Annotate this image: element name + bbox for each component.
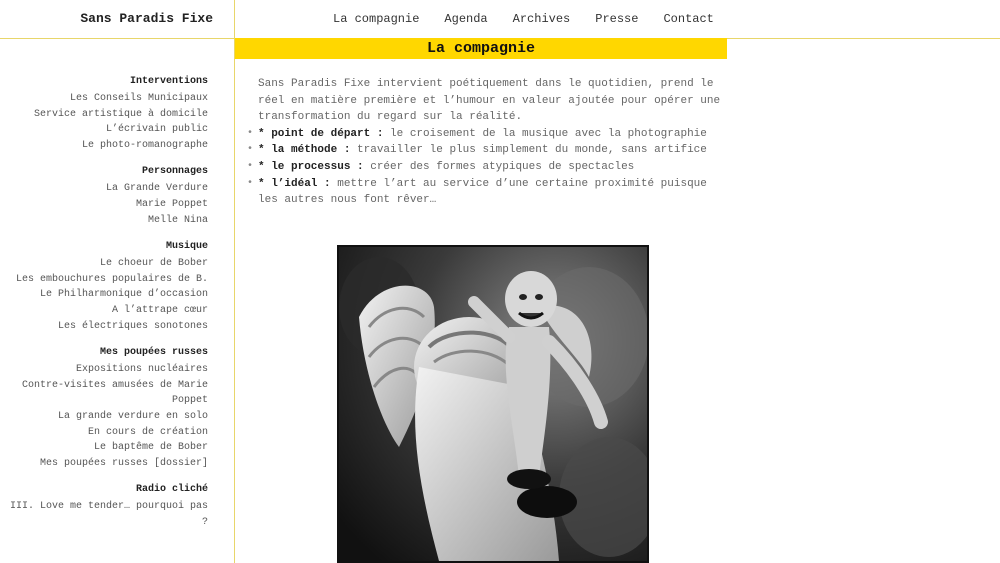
sidebar-item-bapteme-bober[interactable]: Le baptême de Bober <box>93 442 208 454</box>
sidebar-item-love-me-tender[interactable]: III. Love me tender… pourquoi pas ? <box>9 501 208 528</box>
sidebar-item-choeur-de-bober[interactable]: Le choeur de Bober <box>99 258 208 270</box>
sidebar-item-service-artistique[interactable]: Service artistique à domicile <box>33 108 208 120</box>
sidebar-item-marie-poppet[interactable]: Marie Poppet <box>135 198 208 210</box>
nav-la-compagnie[interactable]: La compagnie <box>333 11 420 26</box>
sidebar-item-philharmonique[interactable]: Le Philharmonique d’occasion <box>39 289 208 301</box>
bullet-icon: • <box>247 177 254 189</box>
sidebar-divider <box>234 0 235 563</box>
sidebar-item-poupees-russes-dossier[interactable]: Mes poupées russes [dossier] <box>39 457 208 469</box>
site-title[interactable]: Sans Paradis Fixe <box>80 11 213 26</box>
bullet-icon: • <box>247 127 254 139</box>
sidebar-item-en-cours-creation[interactable]: En cours de création <box>87 426 208 438</box>
sidebar-heading: Interventions <box>129 76 208 87</box>
sidebar-heading: Personnages <box>141 166 208 178</box>
sidebar-item-conseils-municipaux[interactable]: Les Conseils Municipaux <box>69 93 208 104</box>
sidebar-section-musique <box>0 239 208 334</box>
point-text: le croisement de la musique avec la photographie <box>383 127 707 140</box>
sidebar-heading: Radio cliché <box>135 484 208 496</box>
main-nav <box>333 0 739 38</box>
sidebar-heading: Musique <box>165 241 208 253</box>
principles-list <box>247 126 733 209</box>
list-item <box>247 159 733 176</box>
sidebar-item-grande-verdure-solo[interactable]: La grande verdure en solo <box>57 410 208 422</box>
sidebar-section-personnages <box>0 164 208 228</box>
bullet-icon: • <box>247 160 254 172</box>
page-title: La compagnie <box>235 38 727 59</box>
angel-and-doll-photo-image <box>339 247 647 561</box>
sidebar-item-ecrivain-public[interactable]: L’écrivain public <box>105 124 208 136</box>
sidebar-item-expositions-nucleaires[interactable]: Expositions nucléaires <box>75 364 208 376</box>
sidebar-item-electriques-sonotones[interactable]: Les électriques sonotones <box>57 320 208 332</box>
sidebar-item-grande-verdure[interactable]: La Grande Verdure <box>105 183 208 195</box>
sidebar-section-radio-cliche <box>0 482 208 530</box>
top-bar <box>0 0 1000 39</box>
sidebar-section-poupees-russes <box>0 345 208 471</box>
nav-agenda[interactable]: Agenda <box>444 11 488 26</box>
point-label: * point de départ : <box>258 127 384 140</box>
sidebar <box>0 74 234 541</box>
nav-contact[interactable]: Contact <box>663 11 714 26</box>
intro-paragraph: Sans Paradis Fixe intervient poétiquement dans le quotidien, prend le réel en matière première et l’humour en valeur ajoutée pour opérer une transformation du regard sur la réalité. <box>258 78 721 124</box>
main-content <box>247 76 733 209</box>
list-item <box>247 176 733 209</box>
sidebar-heading: Mes poupées russes <box>99 347 208 359</box>
bullet-icon: • <box>247 144 254 156</box>
point-label: * la méthode : <box>258 144 351 157</box>
list-item <box>247 142 733 159</box>
sidebar-section-interventions <box>0 74 208 153</box>
point-text: mettre l’art au service d’une certaine proximité puisque les autres nous font rêver… <box>258 177 707 207</box>
sidebar-item-attrape-coeur[interactable]: A l’attrape cœur <box>111 304 208 316</box>
nav-presse[interactable]: Presse <box>595 11 639 26</box>
company-photo <box>337 245 649 563</box>
sidebar-item-photo-romanographe[interactable]: Le photo-romanographe <box>81 139 208 151</box>
point-text: travailler le plus simplement du monde, sans artifice <box>350 144 707 157</box>
sidebar-item-melle-nina[interactable]: Melle Nina <box>147 214 208 226</box>
point-label: * l’idéal : <box>258 177 331 190</box>
sidebar-item-embouchures-populaires[interactable]: Les embouchures populaires de B. <box>15 273 208 285</box>
nav-archives[interactable]: Archives <box>512 11 571 26</box>
point-text: créer des formes atypiques de spectacles <box>363 160 635 173</box>
point-label: * le processus : <box>258 160 364 173</box>
list-item <box>247 126 733 143</box>
sidebar-item-contre-visites[interactable]: Contre-visites amusées de Marie Poppet <box>21 379 208 407</box>
